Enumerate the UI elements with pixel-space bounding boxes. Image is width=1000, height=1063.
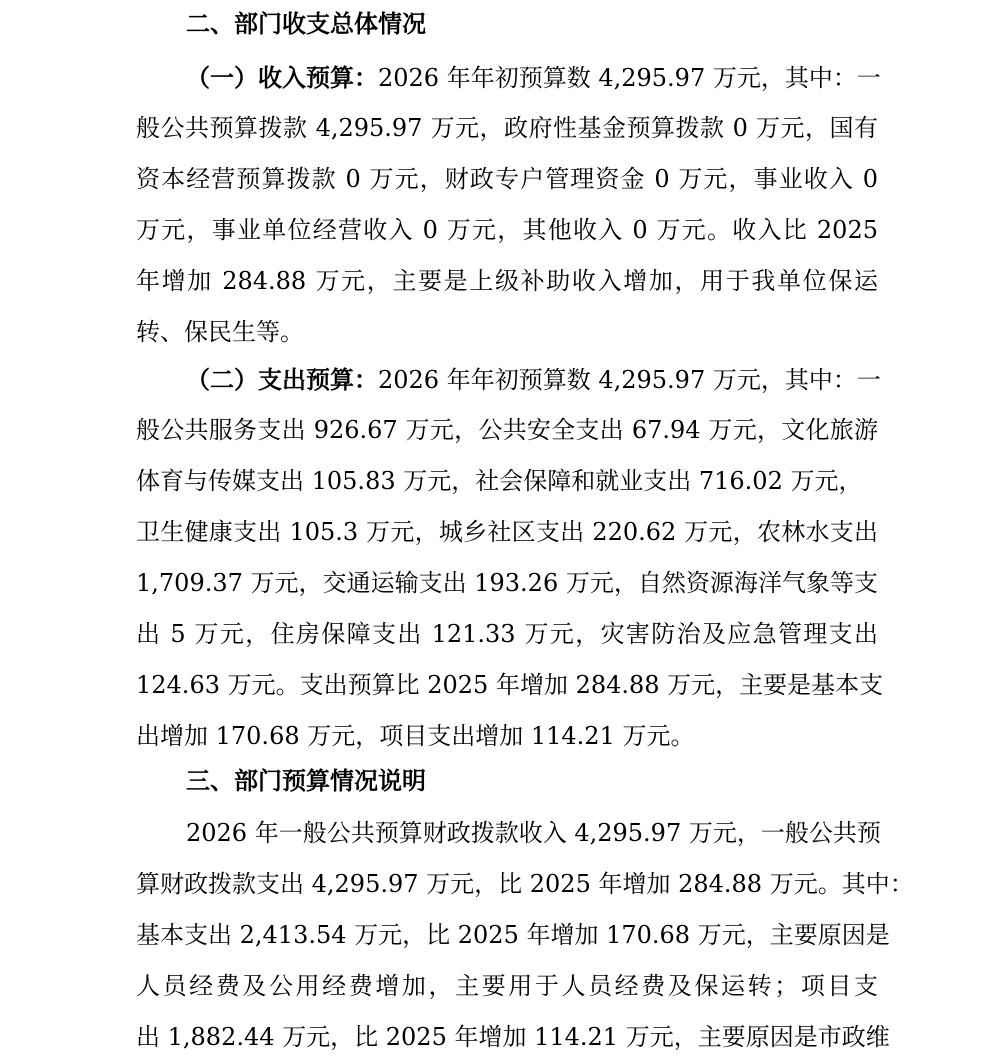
paragraph-line: 124.63 万元。支出预算比 2025 年增加 284.88 万元，主要是基本支 [136,671,884,699]
paragraph-line: 般公共预算拨款 4,295.97 万元，政府性基金预算拨款 0 万元，国有 [136,114,878,142]
paragraph-line: 年增加 284.88 万元，主要是上级补助收入增加，用于我单位保运 [136,267,878,295]
paragraph-line: 般公共服务支出 926.67 万元，公共安全支出 67.94 万元，文化旅游 [136,416,878,444]
expense-budget-label: （二）支出预算： [186,365,378,394]
paragraph-line: 转、保民生等。 [136,318,304,346]
budget-explanation-paragraph [136,808,914,1063]
paragraph-line: 算财政拨款支出 4,295.97 万元，比 2025 年增加 284.88 万元。其中： [136,870,914,898]
income-budget-label: （一）收入预算： [186,63,378,92]
paragraph-line: （二）支出预算：2026 年年初预算数 4,295.97 万元，其中：一 [186,365,881,394]
paragraph-line: 出 1,882.44 万元，比 2025 年增加 114.21 万元，主要原因是市政维 [136,1023,890,1051]
paragraph-line: 出 5 万元，住房保障支出 121.33 万元，灾害防治及应急管理支出 [136,620,878,648]
paragraph-line: （一）收入预算：2026 年年初预算数 4,295.97 万元，其中：一 [186,63,881,92]
income-budget-paragraph [136,52,881,358]
paragraph-line: 基本支出 2,413.54 万元，比 2025 年增加 170.68 万元，主要原因是 [136,921,890,949]
paragraph-line: 资本经营预算拨款 0 万元，财政专户管理资金 0 万元，事业收入 0 [136,165,878,193]
paragraph-line: 卫生健康支出 105.3 万元，城乡社区支出 220.62 万元，农林水支出 [136,518,878,546]
section-heading-overview: 二、部门收支总体情况 [186,10,426,38]
paragraph-line: 1,709.37 万元，交通运输支出 193.26 万元，自然资源海洋气象等支 [136,569,878,597]
paragraph-line: 2026 年一般公共预算财政拨款收入 4,295.97 万元，一般公共预 [186,819,881,847]
expense-budget-paragraph [136,354,884,762]
section-heading-budget-explanation: 三、部门预算情况说明 [186,767,426,795]
paragraph-line: 出增加 170.68 万元，项目支出增加 114.21 万元。 [136,722,695,750]
paragraph-line: 体育与传媒支出 105.83 万元，社会保障和就业支出 716.02 万元， [136,467,863,495]
paragraph-line: 万元，事业单位经营收入 0 万元，其他收入 0 万元。收入比 2025 [136,216,878,244]
paragraph-line: 人员经费及公用经费增加，主要用于人员经费及保运转；项目支 [136,972,878,1000]
